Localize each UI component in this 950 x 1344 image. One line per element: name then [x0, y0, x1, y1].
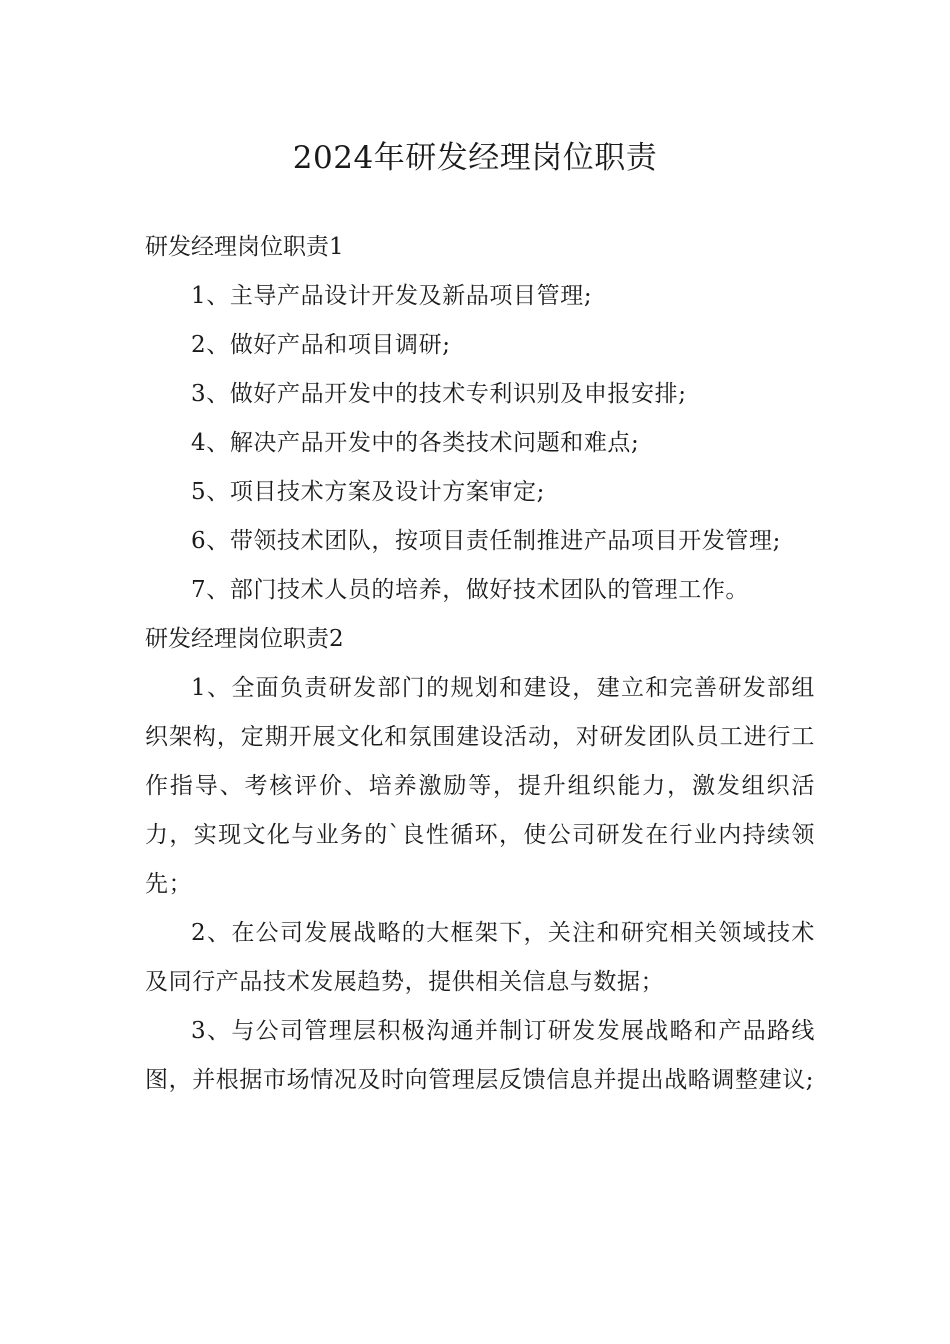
duty-item: 4、解决产品开发中的各类技术问题和难点; [191, 430, 640, 456]
section-heading: 研发经理岗位职责1 [145, 234, 344, 260]
duty-item: 6、带领技术团队，按项目责任制推进产品项目开发管理; [191, 528, 781, 554]
section-heading: 研发经理岗位职责2 [145, 626, 344, 652]
document-body [145, 223, 815, 1105]
duty-item: 7、部门技术人员的培养，做好技术团队的管理工作。 [191, 577, 750, 603]
duty-item: 1、主导产品设计开发及新品项目管理; [191, 283, 593, 309]
duty-item: 3、与公司管理层积极沟通并制订研发发展战略和产品路线图，并根据市场情况及时向管理层反馈信息并提出战略调整建议; [145, 1018, 815, 1093]
section-1 [145, 223, 815, 615]
duty-item: 2、在公司发展战略的大框架下，关注和研究相关领域技术及同行产品技术发展趋势，提供相关信息与数据； [145, 920, 815, 995]
duty-item: 1、全面负责研发部门的规划和建设，建立和完善研发部组织架构，定期开展文化和氛围建设活动，对研发团队员工进行工作指导、考核评价、培养激励等，提升组织能力，激发组织活力，实现文化与业务的`良性循环，使公司研发在行业内持续领先； [145, 675, 815, 897]
duty-item: 2、做好产品和项目调研; [191, 332, 451, 358]
section-2 [145, 615, 815, 1105]
duty-item: 5、项目技术方案及设计方案审定; [191, 479, 545, 505]
duty-item: 3、做好产品开发中的技术专利识别及申报安排; [191, 381, 687, 407]
document-title: 2024年研发经理岗位职责 [292, 140, 658, 176]
